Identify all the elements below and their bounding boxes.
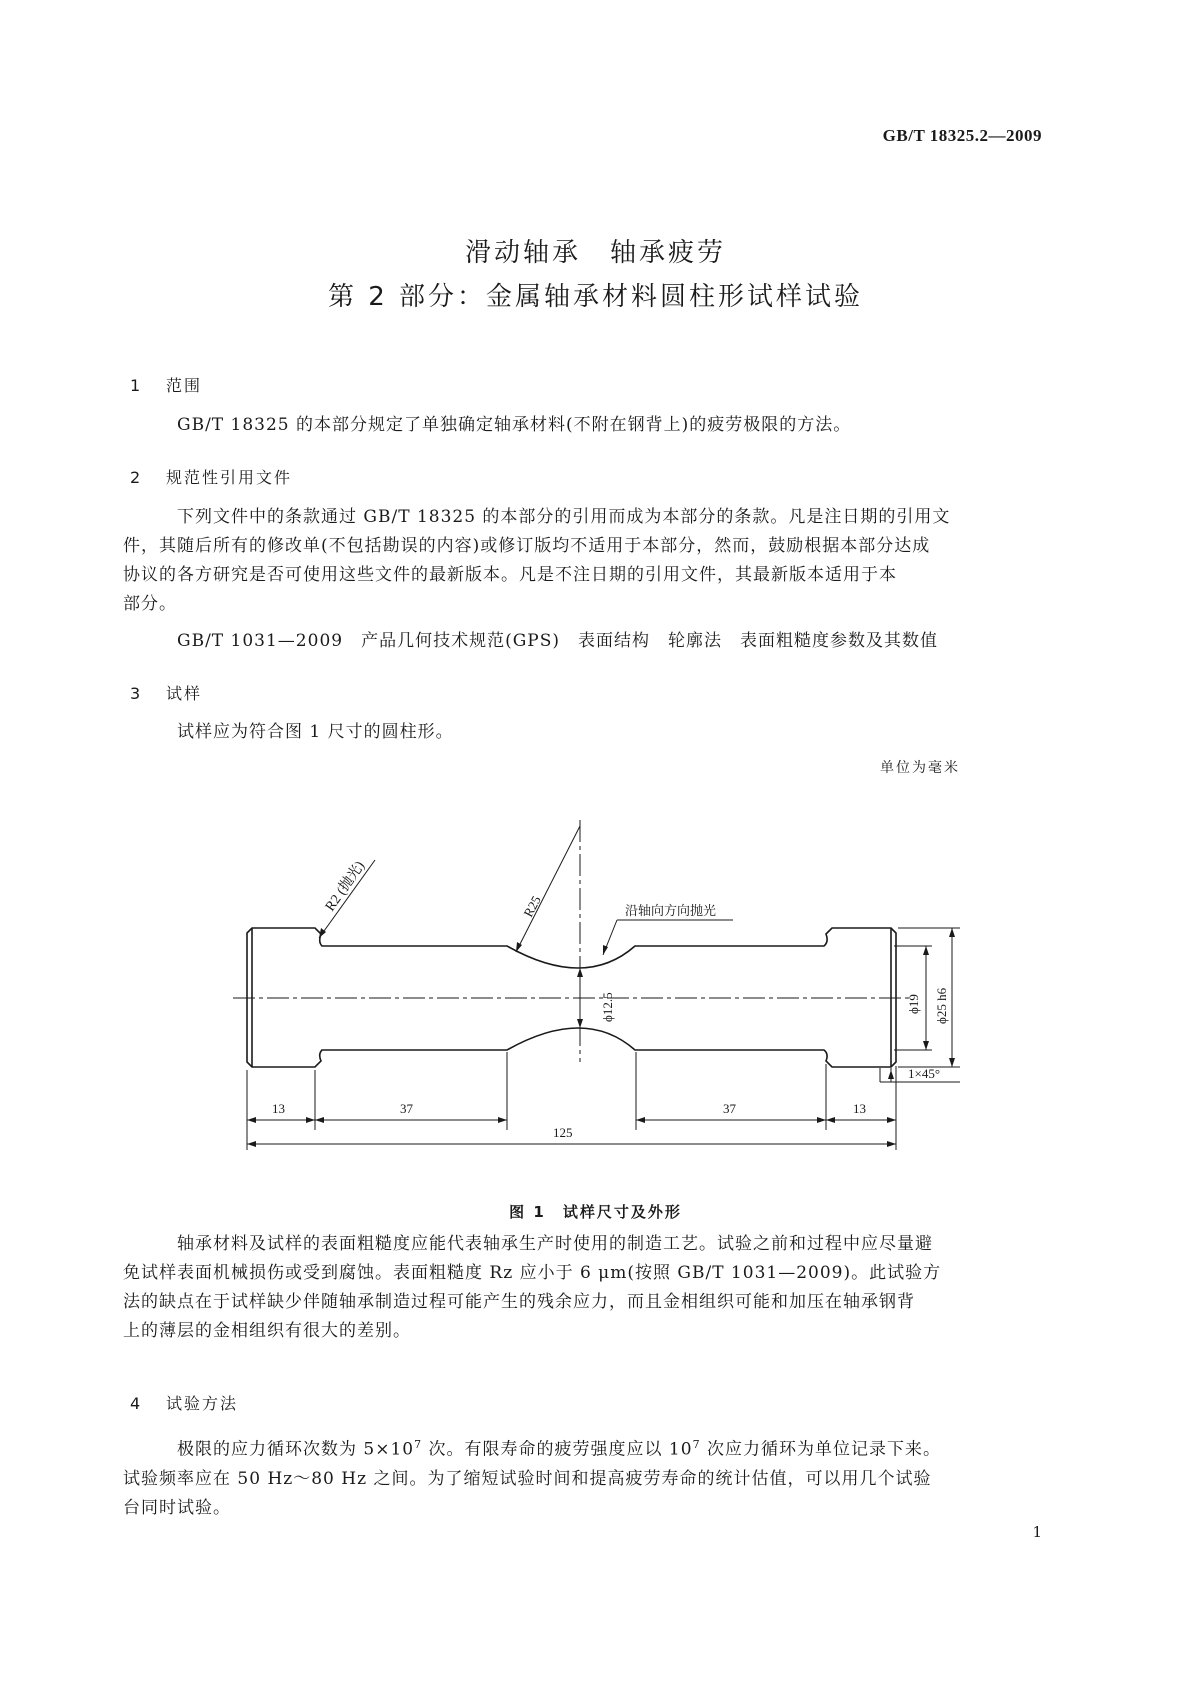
- dim-37-left: 37: [400, 1101, 413, 1116]
- text-run: 极限的应力循环次数为 5×10: [177, 1439, 415, 1460]
- label-d19: ϕ19: [906, 994, 921, 1014]
- section-heading-method: [130, 1391, 238, 1414]
- specimen-paragraph: [123, 1230, 1049, 1346]
- section-number: 4: [130, 1394, 143, 1413]
- page-number: 1: [1032, 1523, 1042, 1541]
- paragraph-line: 免试样表面机械损伤或受到腐蚀。表面粗糙度 Rz 应小于 6 μm(按照 GB/T 1031—2009)。此试验方: [123, 1263, 942, 1283]
- paragraph-line: 台同时试验。: [123, 1497, 231, 1518]
- exponent: 7: [414, 1438, 423, 1451]
- dim-13-left: 13: [272, 1101, 285, 1116]
- unit-note: 单位为毫米: [880, 760, 960, 776]
- paragraph-line: 试验频率应在 50 Hz～80 Hz 之间。为了缩短试验时间和提高疲劳寿命的统计估值，可以用几个试验: [123, 1468, 932, 1489]
- normative-reference: GB/T 1031—2009 产品几何技术规范(GPS) 表面结构 轮廓法 表面粗糙度参数及其数值: [177, 631, 938, 651]
- exponent: 7: [692, 1438, 701, 1451]
- paragraph-line: 部分。: [123, 594, 177, 614]
- label-r2-polish: R2 (抛光): [322, 858, 369, 915]
- label-chamfer: 1×45°: [908, 1066, 941, 1081]
- section-number: 1: [130, 376, 143, 395]
- paragraph-line: 法的缺点在于试样缺少伴随轴承制造过程可能产生的残余应力，而且金相组织可能和加压在轴承钢背: [123, 1292, 915, 1312]
- paragraph-line: 协议的各方研究是否可使用这些文件的最新版本。凡是不注日期的引用文件，其最新版本适用于本: [123, 565, 897, 585]
- specimen-intro-text: 试样应为符合图 1 尺寸的圆柱形。: [177, 722, 454, 742]
- dim-13-right: 13: [853, 1101, 866, 1116]
- paragraph-line: 上的薄层的金相组织有很大的差别。: [123, 1321, 411, 1341]
- figure-caption: 图 1 试样尺寸及外形: [509, 1203, 682, 1221]
- scope-text: GB/T 18325 的本部分规定了单独确定轴承材料(不附在钢背上)的疲劳极限的方法。: [177, 415, 852, 435]
- paragraph-line: 下列文件中的条款通过 GB/T 18325 的本部分的引用而成为本部分的条款。凡是注日期的引用文: [177, 507, 951, 527]
- section-number: 2: [130, 468, 143, 487]
- text-run: 次应力循环为单位记录下来。: [700, 1439, 941, 1460]
- section-title: 试样: [166, 684, 203, 703]
- title-line-1: 滑动轴承 轴承疲劳: [464, 238, 726, 268]
- section-title: 规范性引用文件: [166, 468, 293, 487]
- section-title: 试验方法: [166, 1394, 239, 1413]
- label-r25: R25: [520, 893, 544, 920]
- method-paragraph: [123, 1430, 1049, 1523]
- label-d12: ϕ12.5: [600, 992, 615, 1022]
- r25-leader: [516, 826, 580, 952]
- dim-125: 125: [553, 1125, 573, 1140]
- dim-37-right: 37: [723, 1101, 736, 1116]
- section-title: 范围: [166, 376, 203, 395]
- paragraph-line: 件，其随后所有的修改单(不包括勘误的内容)或修订版均不适用于本部分，然而，鼓励根据本部分达成: [123, 536, 931, 556]
- text-run: 次。有限寿命的疲劳强度应以 10: [422, 1439, 693, 1460]
- paragraph-line: 轴承材料及试样的表面粗糙度应能代表轴承生产时使用的制造工艺。试验之前和过程中应尽量避: [177, 1234, 933, 1254]
- standard-number: GB/T 18325.2—2009: [882, 126, 1042, 145]
- title-line-2: 第 2 部分：金属轴承材料圆柱形试样试验: [327, 282, 864, 312]
- section-number: 3: [130, 684, 143, 703]
- label-polish-direction: 沿轴向方向抛光: [625, 904, 717, 919]
- paragraph-line: [123, 1430, 1049, 1465]
- label-d25: ϕ25 h6: [934, 987, 949, 1024]
